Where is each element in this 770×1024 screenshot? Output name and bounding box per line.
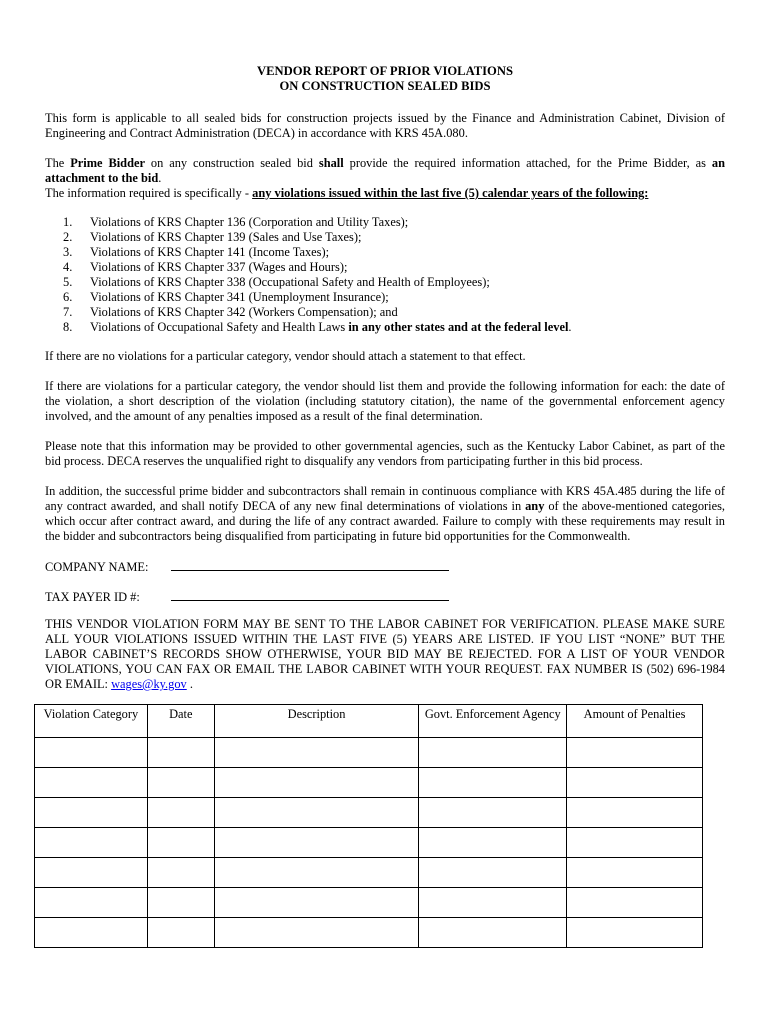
description-cell[interactable]: [214, 858, 419, 888]
penalty-cell[interactable]: [567, 828, 703, 858]
list-item: 4. Violations of KRS Chapter 337 (Wages and Hours);: [63, 260, 348, 274]
table-row: [35, 798, 703, 828]
list-item: 1. Violations of KRS Chapter 136 (Corporation and Utility Taxes);: [63, 215, 409, 229]
intro-paragraph: This form is applicable to all sealed bids for construction projects issued by the Finance and Administration Cabinet, Division of Engineering and Contract Administration (DECA) in accordance with KRS 45A.080.: [45, 111, 725, 140]
date-cell[interactable]: [147, 858, 214, 888]
table-row: [35, 888, 703, 918]
header-date: Date: [147, 705, 214, 738]
penalty-cell[interactable]: [567, 918, 703, 948]
date-cell[interactable]: [147, 738, 214, 768]
penalty-cell[interactable]: [567, 888, 703, 918]
violation-category-cell[interactable]: [35, 828, 148, 858]
agency-cell[interactable]: [419, 768, 567, 798]
company-name-row: [45, 558, 449, 575]
violations-table-body: [35, 738, 703, 948]
form-title-line1: VENDOR REPORT OF PRIOR VIOLATIONS: [257, 64, 513, 78]
list-item: 6. Violations of KRS Chapter 341 (Unemployment Insurance);: [63, 290, 389, 304]
agency-cell[interactable]: [419, 738, 567, 768]
company-name-field[interactable]: [171, 558, 449, 571]
compliance-paragraph: In addition, the successful prime bidder and subcontractors shall remain in continuous compliance with KRS 45A.485 during the life of any contract awarded, and shall notify DECA of any new final determinations of violations in any of the above-mentioned categories, which occur after contract award, and during the life of any contract awarded. Failure to comply with these requirements may result in the bidder and subcontractors being disqualified from participating in future bid opportunities for the Commonwealth.: [45, 484, 726, 543]
violation-details-paragraph: If there are violations for a particular category, the vendor should list them and provide the following information for each: the date of the violation, a short description of the violation (including statutory citation), the name of the governmental enforcement agency involved, and the amount of any penalties imposed as a result of the final determination.: [45, 379, 725, 423]
description-cell[interactable]: [214, 798, 419, 828]
no-violations-paragraph: If there are no violations for a particular category, vendor should attach a statement to that effect.: [45, 349, 526, 363]
list-item: 3. Violations of KRS Chapter 141 (Income Taxes);: [63, 245, 330, 259]
taxpayer-id-field[interactable]: [171, 588, 449, 601]
violation-category-cell[interactable]: [35, 918, 148, 948]
taxpayer-id-label: TAX PAYER ID #:: [45, 590, 140, 604]
required-info-line: The information required is specifically - any violations issued within the last five (5) calendar years of the following:: [45, 186, 649, 200]
penalty-cell[interactable]: [567, 858, 703, 888]
description-cell[interactable]: [214, 918, 419, 948]
violation-category-cell[interactable]: [35, 888, 148, 918]
penalty-cell[interactable]: [567, 738, 703, 768]
table-header-row: [35, 705, 703, 738]
form-title-line2: ON CONSTRUCTION SEALED BIDS: [279, 79, 491, 93]
date-cell[interactable]: [147, 918, 214, 948]
agency-cell[interactable]: [419, 828, 567, 858]
table-row: [35, 858, 703, 888]
agency-cell[interactable]: [419, 858, 567, 888]
taxpayer-id-row: [45, 588, 449, 605]
description-cell[interactable]: [214, 738, 419, 768]
violation-category-cell[interactable]: [35, 768, 148, 798]
list-item: 2. Violations of KRS Chapter 139 (Sales and Use Taxes);: [63, 230, 362, 244]
violations-table: [34, 704, 703, 948]
list-item: 8. Violations of Occupational Safety and Health Laws in any other states and at the federal level.: [63, 320, 572, 334]
header-amount-of-penalties: Amount of Penalties: [567, 705, 703, 738]
labor-cabinet-notice: THIS VENDOR VIOLATION FORM MAY BE SENT TO THE LABOR CABINET FOR VERIFICATION. PLEASE MAKE SURE ALL YOUR VIOLATIONS ISSUED WITHIN THE LAST FIVE (5) YEARS ARE LISTED. IF YOU LIST “NONE” BUT THE LABOR CABINET’S RECORDS SHOW OTHERWISE, YOUR BID MAY BE REJECTED. FOR A LIST OF YOUR VENDOR VIOLATIONS, YOU CAN FAX OR EMAIL THE LABOR CABINET WITH YOUR REQUEST. FAX NUMBER IS (502) 696-1984 OR EMAIL: wages@ky.gov .: [45, 617, 725, 691]
violations-list: [63, 215, 723, 335]
date-cell[interactable]: [147, 768, 214, 798]
notice-paragraph: Please note that this information may be provided to other governmental agencies, such as the Kentucky Labor Cabinet, as part of the bid process. DECA reserves the unqualified right to disqualify any vendors from participating further in this bid process.: [45, 439, 725, 468]
header-violation-category: Violation Category: [35, 705, 148, 738]
prime-bidder-paragraph: The Prime Bidder on any construction sealed bid shall provide the required information attached, for the Prime Bidder, as an attachment to the bid.: [45, 156, 725, 185]
violation-category-cell[interactable]: [35, 858, 148, 888]
description-cell[interactable]: [214, 828, 419, 858]
violation-category-cell[interactable]: [35, 798, 148, 828]
email-link[interactable]: wages@ky.gov: [111, 677, 187, 691]
table-row: [35, 918, 703, 948]
agency-cell[interactable]: [419, 918, 567, 948]
description-cell[interactable]: [214, 768, 419, 798]
table-row: [35, 738, 703, 768]
date-cell[interactable]: [147, 828, 214, 858]
penalty-cell[interactable]: [567, 798, 703, 828]
list-item: 5. Violations of KRS Chapter 338 (Occupational Safety and Health of Employees);: [63, 275, 490, 289]
company-name-label: COMPANY NAME:: [45, 560, 149, 574]
date-cell[interactable]: [147, 888, 214, 918]
header-description: Description: [214, 705, 419, 738]
header-enforcement-agency: Govt. Enforcement Agency: [419, 705, 567, 738]
table-row: [35, 768, 703, 798]
description-cell[interactable]: [214, 888, 419, 918]
date-cell[interactable]: [147, 798, 214, 828]
agency-cell[interactable]: [419, 888, 567, 918]
violation-category-cell[interactable]: [35, 738, 148, 768]
penalty-cell[interactable]: [567, 768, 703, 798]
list-item: 7. Violations of KRS Chapter 342 (Workers Compensation); and: [63, 305, 398, 319]
table-row: [35, 828, 703, 858]
agency-cell[interactable]: [419, 798, 567, 828]
